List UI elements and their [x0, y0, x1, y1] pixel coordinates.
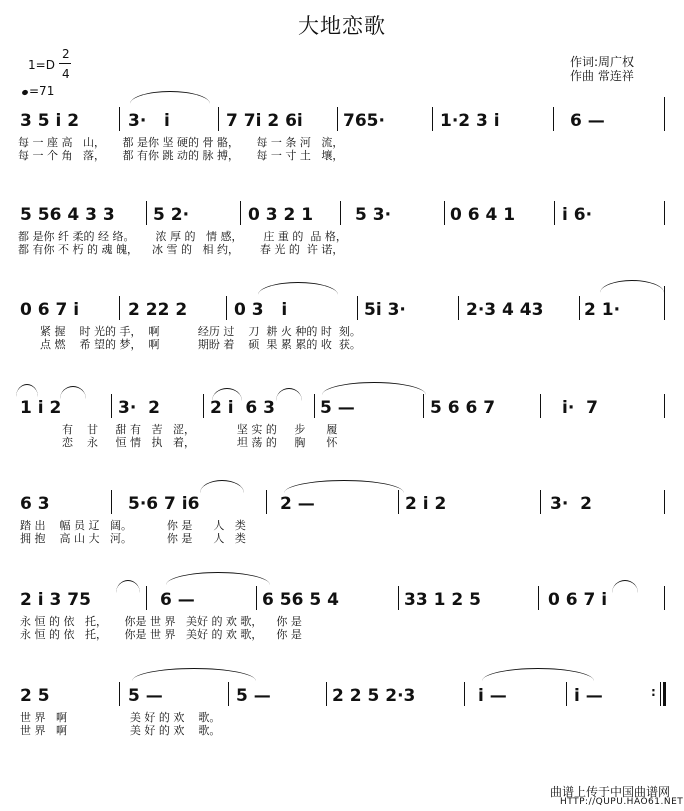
barline	[664, 201, 665, 225]
measure: 3· 2	[550, 494, 592, 514]
measure: i· 7	[562, 398, 598, 418]
time-signature-bar	[59, 63, 71, 64]
measure: 33 1 2 5	[404, 590, 481, 610]
quarter-note-icon	[21, 89, 28, 96]
measure: 6 —	[160, 590, 195, 610]
barline	[326, 682, 327, 706]
barline	[664, 394, 665, 418]
tie-arc	[284, 480, 404, 493]
tie-arc	[200, 480, 244, 493]
lyric-verse-2: 点 燃 希 望的 梦， 啊 期盼 着 硕 果 累 累的 收 获。	[40, 338, 361, 351]
barline	[314, 394, 315, 418]
measure: 0 3 i	[234, 300, 288, 320]
barline	[566, 682, 567, 706]
lyricist-credit: 作词:周广权	[570, 55, 635, 69]
tie-arc	[16, 384, 38, 397]
lyric-verse-1: 每 一 座 高 山， 都 是你 坚 硬的 骨 骼， 每 一 条 河 流，	[18, 136, 344, 149]
tie-arc	[212, 388, 242, 401]
tie-arc	[166, 572, 270, 585]
barline	[538, 586, 539, 610]
measure: 5 —	[128, 686, 163, 706]
score-row-2	[0, 205, 684, 225]
tie-arc	[130, 91, 210, 104]
barline	[554, 201, 555, 225]
composer-credit: 作曲 常连祥	[570, 69, 634, 83]
score-row-5	[0, 494, 684, 514]
measure: 2 5	[20, 686, 50, 706]
barline	[340, 201, 341, 225]
tie-arc	[612, 580, 638, 593]
measure: 5 6 6 7	[430, 398, 496, 418]
measure: 0 6 4 1	[450, 205, 516, 225]
measure: i —	[574, 686, 603, 706]
barline	[664, 490, 665, 514]
measure: 1 i 2	[20, 398, 62, 418]
lyric-verse-1: 踏 出 幅 员 辽 阔。 你 是 人 类	[20, 519, 246, 532]
barline	[256, 586, 257, 610]
key-signature: 1=D	[28, 58, 55, 72]
measure: 0 3 2 1	[248, 205, 314, 225]
measure: 0 6 7 i	[548, 590, 608, 610]
measure: 5i 3·	[364, 300, 406, 320]
measure: 0 6 7 i	[20, 300, 80, 320]
score-row-6	[0, 590, 684, 610]
barline	[226, 296, 227, 320]
lyric-verse-2: 世 界 啊 美 好 的 欢 歌。	[20, 724, 221, 737]
barline	[111, 394, 112, 418]
barline	[218, 107, 219, 131]
barline	[664, 286, 665, 320]
tempo-value: =71	[29, 84, 55, 98]
tie-arc	[60, 386, 86, 399]
barline	[146, 201, 147, 225]
measure: 1·2 3 i	[440, 111, 500, 131]
barline	[553, 107, 554, 131]
credits	[570, 55, 634, 83]
song-title: 大地恋歌	[298, 14, 386, 38]
measure: 5 —	[236, 686, 271, 706]
barline	[146, 586, 147, 610]
tie-arc	[276, 388, 302, 401]
tie-arc	[322, 382, 426, 395]
measure: 2 i 3 75	[20, 590, 91, 610]
lyric-verse-1: 永 恒 的 依 托， 你是 世 界 美好 的 欢 歌， 你 是	[20, 615, 302, 628]
final-barline-thick	[663, 682, 666, 706]
measure: 6 —	[570, 111, 605, 131]
barline	[240, 201, 241, 225]
barline	[357, 296, 358, 320]
measure: i 6·	[562, 205, 593, 225]
measure: 5·6 7 i6	[128, 494, 200, 514]
barline	[540, 394, 541, 418]
lyric-verse-2: 每 一 个 角 落， 都 有你 跳 动的 脉 搏， 每 一 寸 土 壤，	[18, 149, 344, 162]
time-signature-top: 2	[62, 47, 70, 61]
measure: 3· 2	[118, 398, 160, 418]
measure: 2 i 2	[405, 494, 447, 514]
barline	[119, 682, 120, 706]
barline	[398, 490, 399, 514]
lyric-verse-2: 永 恒 的 依 托， 你是 世 界 美好 的 欢 歌， 你 是	[20, 628, 302, 641]
barline	[432, 107, 433, 131]
measure: 7 7i 2 6i	[226, 111, 303, 131]
final-barline-thin	[660, 682, 661, 706]
measure: 6 56 5 4	[262, 590, 339, 610]
tempo-marking	[22, 84, 54, 98]
barline	[228, 682, 229, 706]
lyric-verse-1: 都 是你 纤 柔的 经 络。 浓 厚 的 情 感， 庄 重 的 品 格，	[18, 230, 347, 243]
tie-arc	[132, 668, 256, 681]
lyric-verse-2: 恋 永 恒 情 执 着， 坦 荡 的 胸 怀	[62, 436, 338, 449]
measure: 2·3 4 43	[466, 300, 544, 320]
source-watermark: 曲谱上传于中国曲谱网	[550, 785, 671, 799]
measure: i —	[478, 686, 507, 706]
score-row-1	[0, 111, 684, 131]
measure: 2 1·	[584, 300, 621, 320]
lyric-verse-1: 世 界 啊 美 好 的 欢 歌。	[20, 711, 221, 724]
measure: 3 5 i 2	[20, 111, 80, 131]
lyric-verse-1: 有 甘 甜 有 苦 涩， 坚 实 的 步 履	[62, 423, 338, 436]
barline	[458, 296, 459, 320]
barline	[119, 107, 120, 131]
measure: 2 i 6 3	[210, 398, 275, 418]
lyric-verse-1: 紧 握 时 光的 手， 啊 经历 过 刀 耕 火 种的 时 刻。	[40, 325, 361, 338]
tie-arc	[258, 282, 338, 295]
barline	[111, 490, 112, 514]
barline	[579, 296, 580, 320]
measure: 5 —	[320, 398, 355, 418]
barline	[664, 586, 665, 610]
time-signature-bottom: 4	[62, 67, 70, 81]
barline	[119, 296, 120, 320]
tie-arc	[600, 280, 664, 293]
measure: 2 22 2	[128, 300, 188, 320]
score-row-7	[0, 686, 684, 706]
measure: 5 56 4 3 3	[20, 205, 115, 225]
tie-arc	[482, 668, 594, 681]
score-row-3	[0, 300, 684, 320]
lyric-verse-2: 拥 抱 高 山 大 河。 你 是 人 类	[20, 532, 246, 545]
source-url: HTTP://QUPU.HAO61.NET	[560, 797, 684, 807]
barline	[337, 107, 338, 131]
barline	[398, 586, 399, 610]
measure: 5 2·	[153, 205, 190, 225]
measure: 5 3·	[355, 205, 392, 225]
measure: 2 2 5 2·3	[332, 686, 416, 706]
barline	[464, 682, 465, 706]
measure: 6 3	[20, 494, 50, 514]
lyric-verse-2: 都 有你 不 朽 的 魂 魄， 冰 雪 的 相 约， 春 光 的 许 诺，	[18, 243, 344, 256]
barline	[266, 490, 267, 514]
measure: 3· i	[128, 111, 170, 131]
repeat-dots: :	[651, 685, 656, 699]
measure: 2 —	[280, 494, 315, 514]
barline	[203, 394, 204, 418]
score-row-4	[0, 398, 684, 418]
barline	[540, 490, 541, 514]
barline	[664, 97, 665, 131]
barline	[444, 201, 445, 225]
tie-arc	[116, 580, 140, 593]
barline	[423, 394, 424, 418]
measure: 765·	[343, 111, 385, 131]
